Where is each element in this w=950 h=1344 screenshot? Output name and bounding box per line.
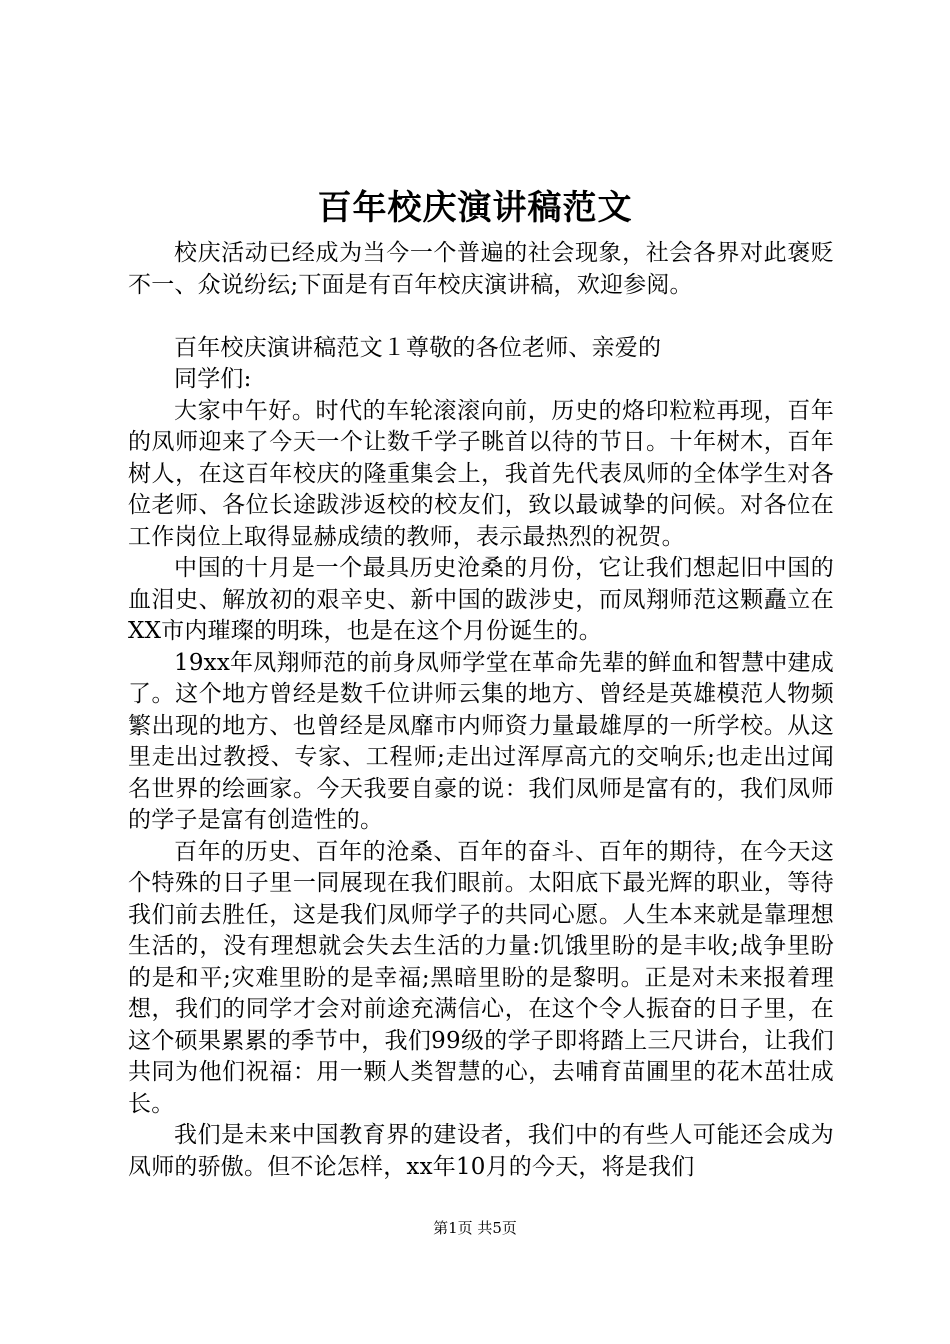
salutation: 同学们: <box>174 366 252 392</box>
intro-paragraph: 校庆活动已经成为当今一个普遍的社会现象，社会各界对此褒贬不一、众说纷纭;下面是有百年校庆演讲稿，欢迎参阅。 <box>128 240 834 298</box>
speech-heading: 百年校庆演讲稿范文１尊敬的各位老师、亲爱的 <box>174 334 662 361</box>
page-footer <box>0 1218 950 1238</box>
body-paragraph: 大家中午好。时代的车轮滚滚向前，历史的烙印粒粒再现，百年的凤师迎来了今天一个让数千学子眺首以待的节日。十年树木，百年树人，在这百年校庆的隆重集会上，我首先代表凤师的全体学生对各位老师、各位长途跋涉返校的校友们，致以最诚挚的问候。对各位在工作岗位上取得显赫成绩的教师，表示最热烈的祝贺。 <box>128 397 834 550</box>
body-paragraph: 我们是未来中国教育界的建设者，我们中的有些人可能还会成为凤师的骄傲。但不论怎样，xx年10月的今天，将是我们 <box>128 1122 834 1180</box>
document-body <box>128 238 834 1183</box>
page-indicator: 第1页 共5页 <box>433 1219 517 1237</box>
body-paragraph: 百年的历史、百年的沧桑、百年的奋斗、百年的期待，在今天这个特殊的日子里一同展现在我们眼前。太阳底下最光辉的职业，等待我们前去胜任，这是我们凤师学子的共同心愿。人生本来就是靠理想生活的，没有理想就会失去生活的力量:饥饿里盼的是丰收;战争里盼的是和平;灾难里盼的是幸福;黑暗里盼的是黎明。正是对未来报着理想，我们的同学才会对前途充满信心，在这个令人振奋的日子里，在这个硕果累累的季节中，我们99级的学子即将踏上三尺讲台，让我们共同为他们祝福：用一颗人类智慧的心，去哺育苗圃里的花木茁壮成长。 <box>128 838 834 1117</box>
document-title: 百年校庆演讲稿范文 <box>317 188 633 228</box>
body-paragraph: 19xx年凤翔师范的前身凤师学堂在革命先辈的鲜血和智慧中建成了。这个地方曾经是数千位讲师云集的地方、曾经是英雄模范人物频繁出现的地方、也曾经是凤靡市内师资力量最雄厚的一所学校。从这里走出过教授、专家、工程师;走出过浑厚高亢的交响乐;也走出过闻名世界的绘画家。今天我要自豪的说：我们凤师是富有的，我们凤师的学子是富有创造性的。 <box>128 649 834 833</box>
body-paragraph: 中国的十月是一个最具历史沧桑的月份，它让我们想起旧中国的血泪史、解放初的艰辛史、新中国的跋涉史，而凤翔师范这颗矗立在XX市内璀璨的明珠，也是在这个月份诞生的。 <box>128 555 834 644</box>
